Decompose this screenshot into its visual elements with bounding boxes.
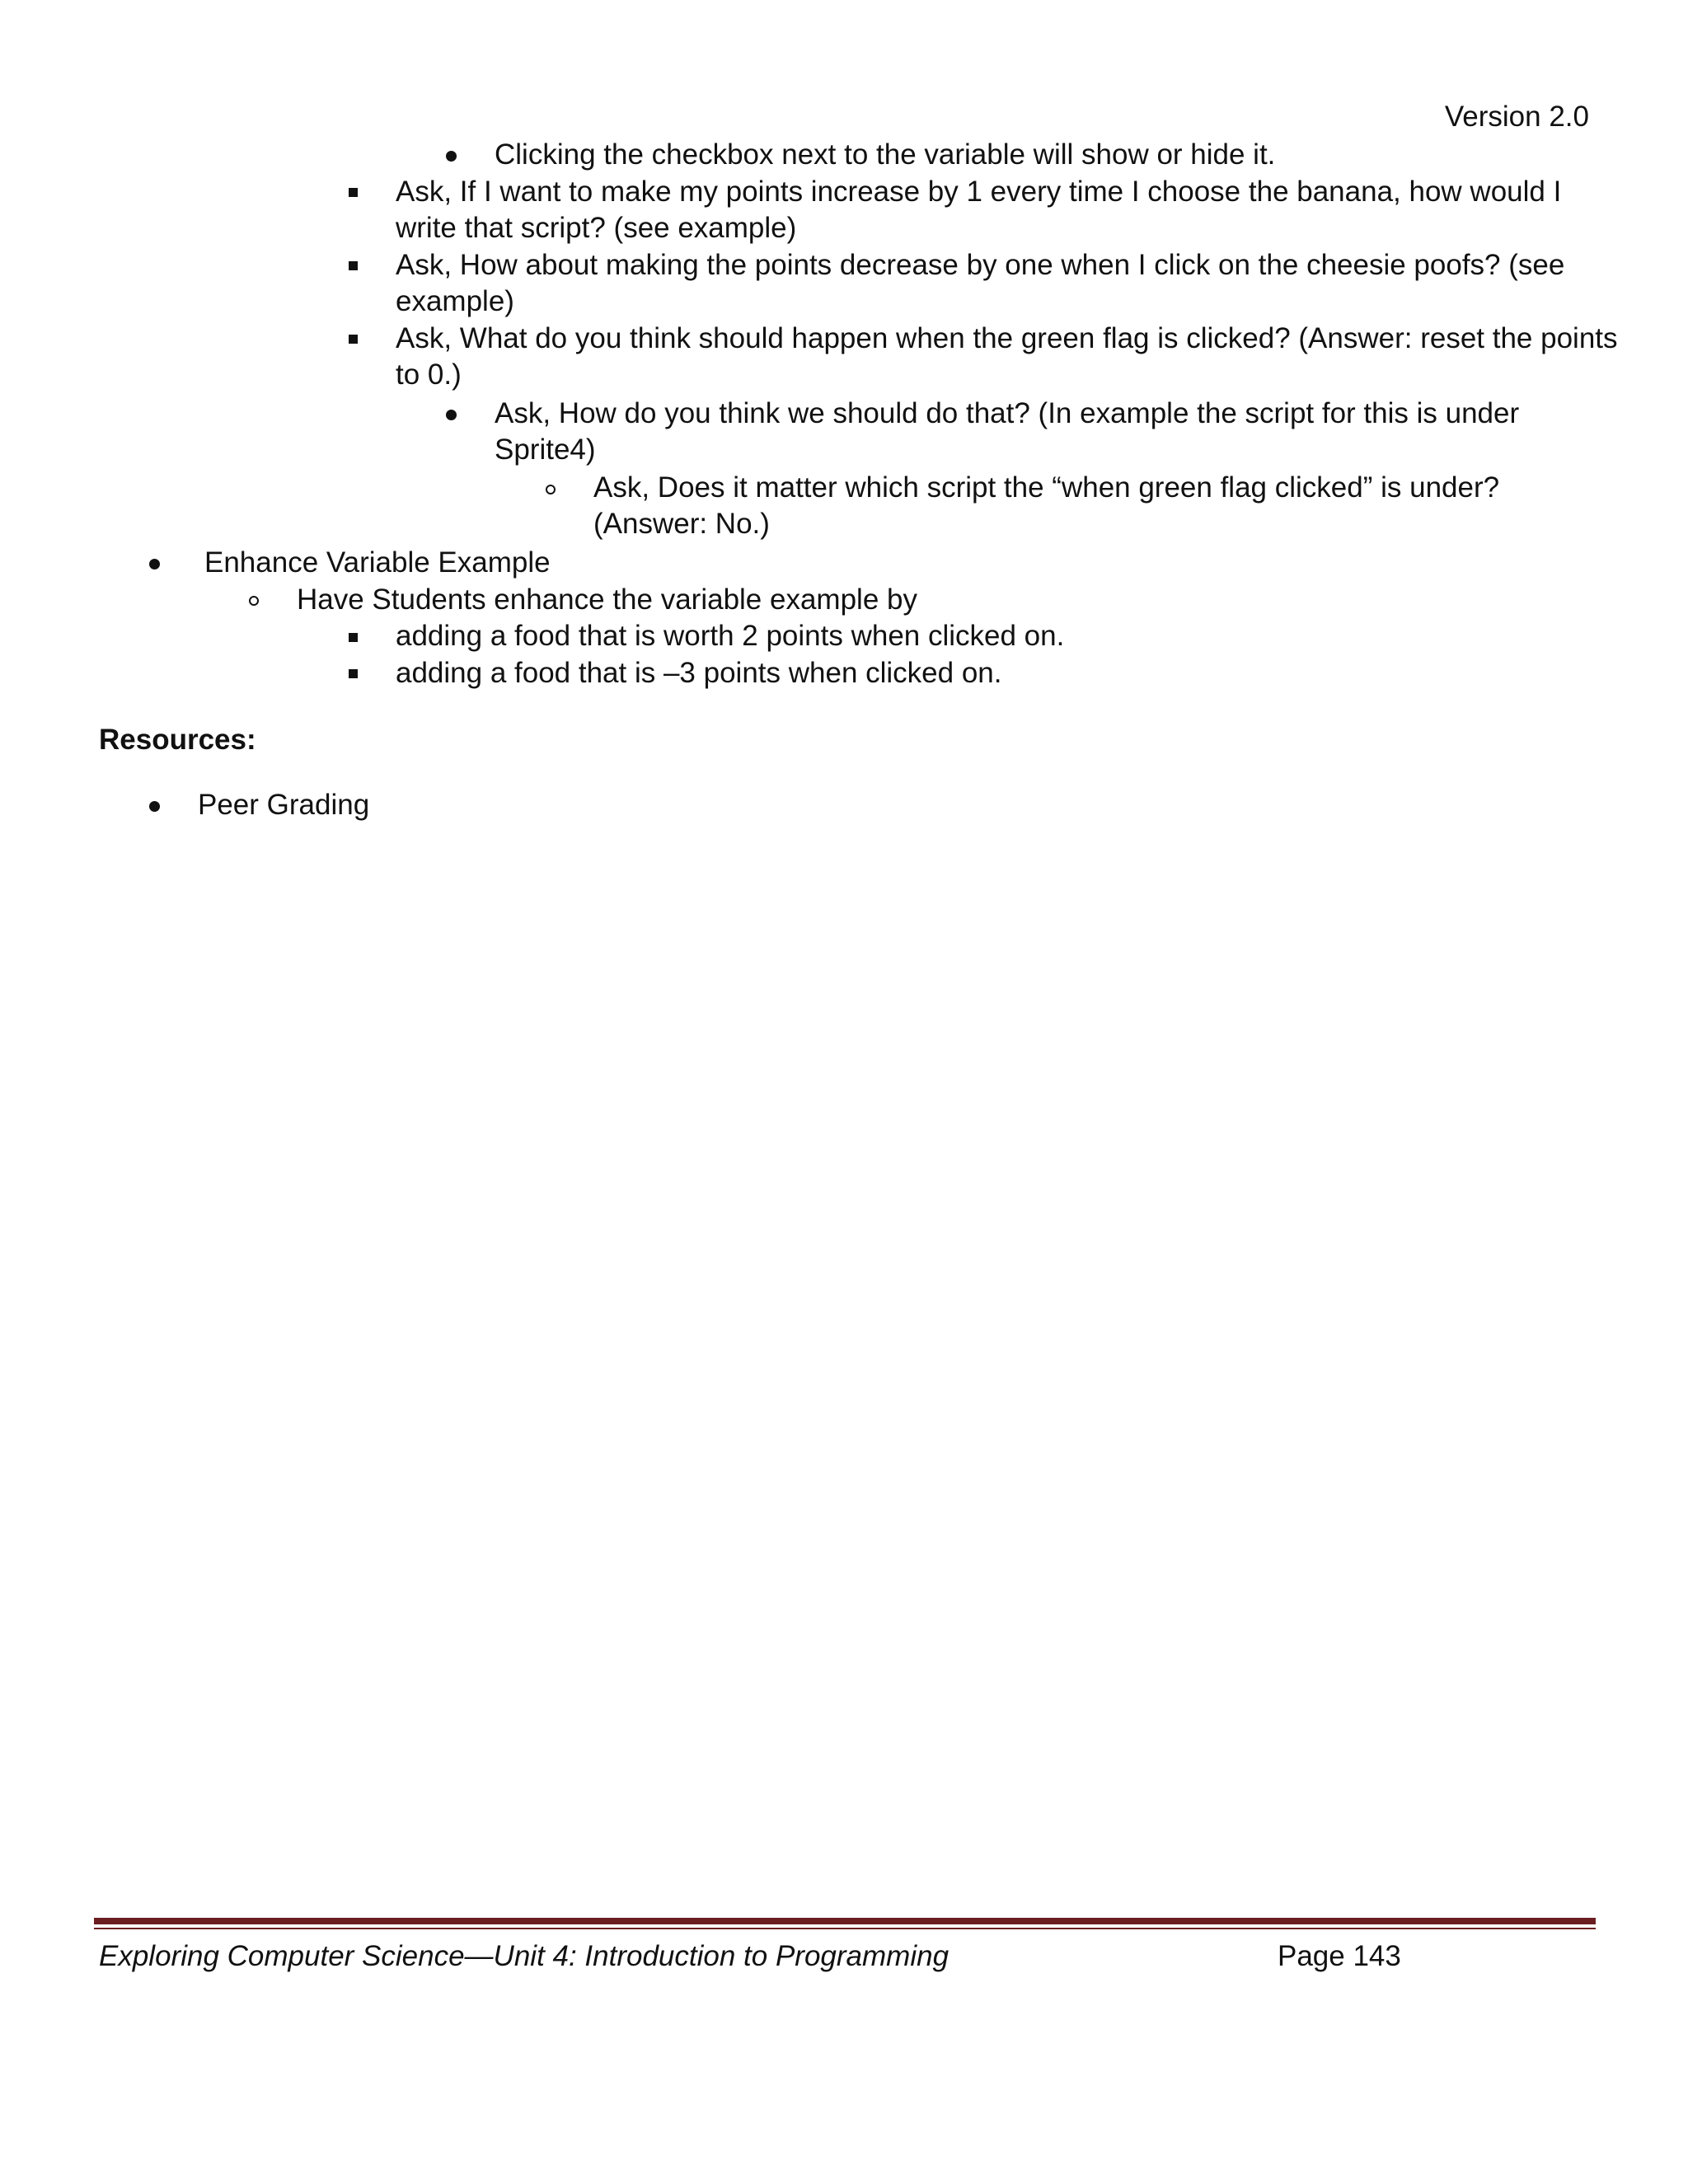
footer-divider-thin (94, 1928, 1596, 1929)
bullet-disc-icon (446, 151, 457, 162)
bullet-square-icon (349, 261, 358, 270)
list-item-food-2-points: adding a food that is worth 2 points when clicked on. (396, 620, 1065, 652)
list-item-green-flag: Ask, What do you think should happen when the green flag is clicked? (Answer: reset the points (396, 322, 1618, 354)
list-item-checkbox-toggle: Clicking the checkbox next to the variable will show or hide it. (495, 138, 1276, 171)
list-item-which-script-cont: (Answer: No.) (593, 508, 770, 540)
list-item-food-minus-3-points: adding a food that is –3 points when clicked on. (396, 657, 1002, 689)
footer-divider (94, 1918, 1596, 1924)
version-label: Version 2.0 (1444, 101, 1589, 133)
list-item-how-to-do-cont: Sprite4) (495, 434, 596, 466)
bullet-disc-icon (149, 801, 160, 812)
resources-heading: Resources: (99, 724, 256, 756)
list-item-green-flag-cont: to 0.) (396, 359, 462, 391)
bullet-disc-icon (149, 559, 160, 569)
bullet-square-icon (349, 188, 358, 197)
list-item-enhance-example: Enhance Variable Example (204, 546, 551, 579)
bullet-square-icon (349, 335, 358, 344)
bullet-disc-icon (446, 410, 457, 420)
list-item-how-to-do: Ask, How do you think we should do that? (In example the script for this is under (495, 397, 1520, 429)
resource-item-peer-grading: Peer Grading (198, 789, 370, 821)
bullet-square-icon (349, 669, 358, 678)
list-item-which-script: Ask, Does it matter which script the “when green flag clicked” is under? (593, 471, 1500, 504)
bullet-circle-icon (249, 596, 259, 606)
list-item-have-students: Have Students enhance the variable example by (297, 583, 917, 616)
list-item-decrease-points-cont: example) (396, 285, 514, 317)
page-number: Page 143 (1278, 1940, 1401, 1972)
bullet-circle-icon (546, 485, 556, 494)
list-item-decrease-points: Ask, How about making the points decrease by one when I click on the cheesie poofs? (see (396, 249, 1565, 281)
list-item-increase-points: Ask, If I want to make my points increase by 1 every time I choose the banana, how would I (396, 176, 1562, 208)
footer-title: Exploring Computer Science—Unit 4: Introduction to Programming (99, 1940, 950, 1972)
bullet-square-icon (349, 633, 358, 642)
list-item-increase-points-cont: write that script? (see example) (396, 212, 797, 244)
